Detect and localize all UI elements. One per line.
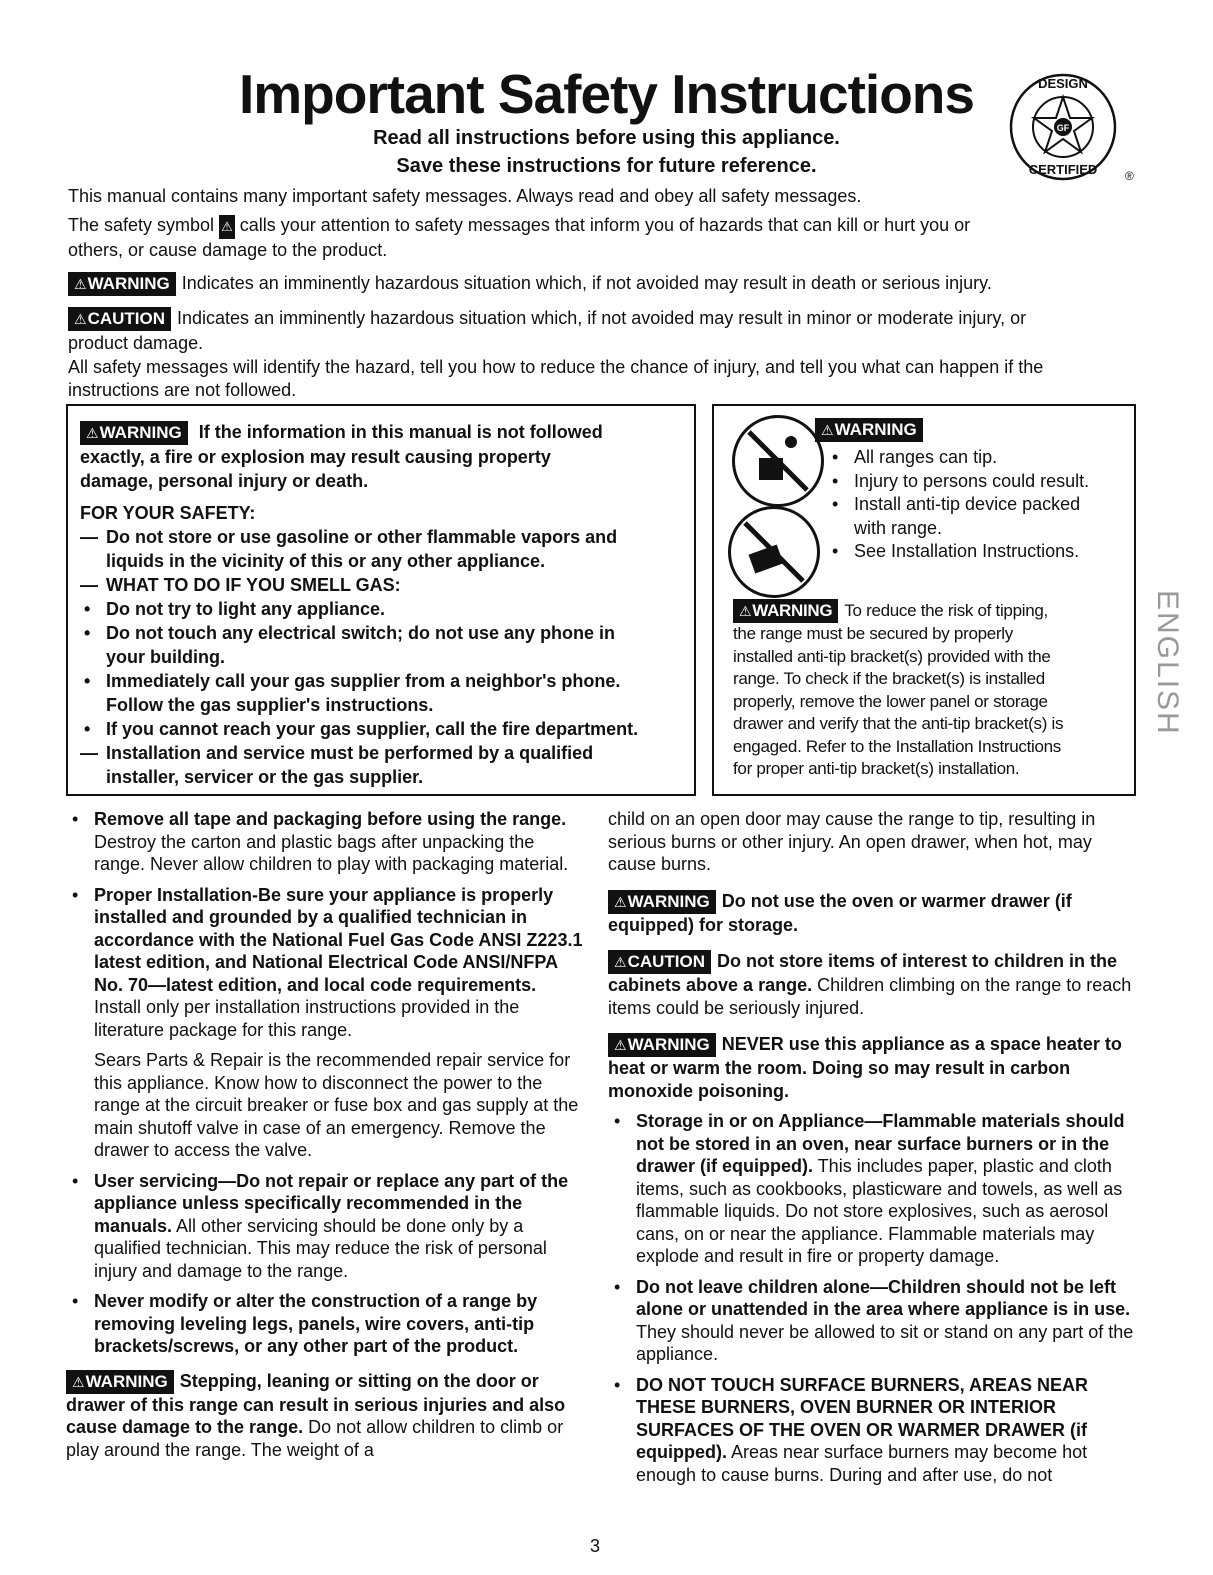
registered-mark: ® xyxy=(1125,169,1134,183)
tip-warning-triangle-icon: ⚠ xyxy=(821,422,834,438)
caution-definition xyxy=(68,306,1026,331)
tip-bullet-3b: with range. xyxy=(854,517,943,538)
space-heater-signal-word: ⚠WARNING xyxy=(608,1033,716,1057)
gas-item-3: • Do not try to light any appliance. xyxy=(80,597,682,621)
stepping-warning-triangle-icon: ⚠ xyxy=(72,1373,85,1390)
gas-item-7: — Installation and service must be performed by a qualified installer, servicer or the gas supplier. xyxy=(80,741,682,789)
bullet-never-modify: • Never modify or alter the construction of a range by removing leveling legs, panels, wire covers, anti-tip brackets/screws, or any other part of the product. xyxy=(66,1290,586,1358)
no-tip-icon xyxy=(732,415,824,507)
page-number: 3 xyxy=(590,1536,601,1556)
gas-warning-signal-word: ⚠WARNING xyxy=(80,421,188,445)
intro-line-3: others, or cause damage to the product. xyxy=(68,240,388,260)
right-column xyxy=(608,808,1138,1490)
for-your-safety: FOR YOUR SAFETY: xyxy=(80,503,256,523)
intro-line-2b: calls your attention to safety messages that inform you of hazards that can kill or hurt you or xyxy=(239,215,971,235)
left-column xyxy=(66,808,586,1461)
caution-triangle-icon: ⚠ xyxy=(74,311,87,327)
logo-bottom-text: CERTIFIED xyxy=(1028,162,1098,177)
warning-triangle-icon: ⚠ xyxy=(74,276,87,292)
tip-bullet-2: • Injury to persons could result. xyxy=(828,470,1128,494)
intro-line-2a: The safety symbol xyxy=(68,215,215,235)
space-heater-warning: ⚠WARNING NEVER use this appliance as a space heater to heat or warm the room. Doing so may result in carbon monoxide poisoning. xyxy=(608,1034,1122,1101)
gas-warning-heading-2: exactly, a fire or explosion may result causing property xyxy=(80,447,551,467)
warning-definition-text: Indicates an imminently hazardous situation which, if not avoided may result in death or serious injury. xyxy=(181,273,992,293)
caution-definition-text: Indicates an imminently hazardous situation which, if not avoided may result in minor or moderate injury, or xyxy=(177,308,1027,328)
subtitle-save: Save these instructions for future reference. xyxy=(396,155,817,177)
gas-item-4: • Do not touch any electrical switch; do not use any phone in your building. xyxy=(80,621,682,669)
gas-item-5: • Immediately call your gas supplier from a neighbor's phone. Follow the gas supplier's instructions. xyxy=(80,669,682,717)
stepping-warning: ⚠WARNING Stepping, leaning or sitting on the door or drawer of this range can result in serious injuries and also cause damage to the range. Do not allow children to climb or play around the range. The weight of a xyxy=(66,1370,566,1460)
page-title: Important Safety Instructions xyxy=(239,63,974,125)
gas-item-6: • If you cannot reach your gas supplier, call the fire department. xyxy=(80,717,682,741)
safety-alert-icon: ⚠ xyxy=(219,215,235,239)
bullet-remove-tape: • Remove all tape and packaging before using the range. Destroy the carton and plastic bags after unpacking the range. Never allow children to play with packaging material. xyxy=(66,808,586,876)
gas-warning-triangle-icon: ⚠ xyxy=(86,425,99,441)
tip-bullet-1: • All ranges can tip. xyxy=(828,446,1128,470)
tip-warning-2-signal-word: ⚠WARNING xyxy=(733,599,838,623)
warning-signal-word: ⚠WARNING xyxy=(68,272,176,296)
tip-warning-signal-word: ⚠WARNING xyxy=(815,418,923,442)
language-tab: ENGLISH xyxy=(1151,590,1184,736)
logo-center-text: GF xyxy=(1056,123,1070,133)
bullet-user-servicing: • User servicing—Do not repair or replace any part of the appliance unless specifically recommended in the manuals. All other servicing should be done only by a qualified technician. This may reduce the risk of personal injury and damage to the range. xyxy=(66,1170,586,1283)
all-messages-line-1: All safety messages will identify the hazard, tell you how to reduce the chance of injury, and tell you what can happen if the xyxy=(68,357,1044,377)
subtitle-read: Read all instructions before using this appliance. xyxy=(373,127,840,149)
intro-line-1: This manual contains many important safety messages. Always read and obey all safety messages. xyxy=(68,186,862,206)
storage-warning: ⚠WARNING Do not use the oven or warmer drawer (if equipped) for storage. xyxy=(608,890,1072,935)
tip-warning-para: ⚠WARNING To reduce the risk of tipping, the range must be secured by properly installed anti-tip bracket(s) provided with the range. To check if the bracket(s) is installed properly, remove the lower panel or storage drawer and verify that the anti-tip bracket(s) is engaged. Refer to the Installation Instructions for proper anti-tip bracket(s) installation. xyxy=(733,601,1064,778)
continued-text: child on an open door may cause the range to tip, resulting in serious burns or other injury. An open drawer, when hot, may cause burns. xyxy=(608,809,1096,874)
bullet-children-alone: • Do not leave children alone—Children should not be left alone or unattended in the area where appliance is in use. They should never be allowed to sit or stand on any part of the appliance. xyxy=(608,1276,1138,1366)
space-heater-triangle-icon: ⚠ xyxy=(614,1037,627,1053)
caution-definition-2: product damage. xyxy=(68,333,204,353)
logo-top-text: DESIGN xyxy=(1038,76,1088,91)
all-messages-line-2: instructions are not followed. xyxy=(68,380,297,400)
tip-bullet-4: • See Installation Instructions. xyxy=(828,540,1128,564)
tip-bullet-3: • Install anti-tip device packed xyxy=(828,493,1128,517)
gas-warning-box xyxy=(66,404,696,796)
tip-warning-2-triangle-icon: ⚠ xyxy=(739,603,752,619)
stepping-warning-signal-word: ⚠WARNING xyxy=(66,1370,174,1394)
children-caution-triangle-icon: ⚠ xyxy=(614,954,627,970)
bullet-storage: • Storage in or on Appliance—Flammable materials should not be stored in an oven, near surface burners or in the drawer (if equipped). This includes paper, plastic and cloth items, such as cookbooks, plasticware and towels, as well as flammable liquids. Do not store explosives, such as aerosol cans, on or near the appliance. Flammable materials may explode and result in fire or property damage. xyxy=(608,1110,1138,1268)
intro-line-2 xyxy=(68,213,970,239)
tip-warning-header xyxy=(815,418,929,442)
bullet-do-not-touch: • DO NOT TOUCH SURFACE BURNERS, AREAS NEAR THESE BURNERS, OVEN BURNER OR INTERIOR SURFACES OF THE OVEN OR WARMER DRAWER (if equipped). Areas near surface burners may become hot enough to cause burns. During and after use, do not xyxy=(608,1374,1138,1487)
gas-item-1: — Do not store or use gasoline or other flammable vapors and liquids in the vicinity of this or any other appliance. xyxy=(80,525,682,573)
design-certified-logo xyxy=(1005,70,1135,185)
storage-warning-triangle-icon: ⚠ xyxy=(614,893,627,910)
children-caution: ⚠CAUTION Do not store items of interest to children in the cabinets above a range. Children climbing on the range to reach items could be seriously injured. xyxy=(608,951,1132,1018)
warning-definition xyxy=(68,271,992,296)
gas-warning-heading: ⚠WARNING If the information in this manual is not followed xyxy=(80,420,682,445)
bullet-proper-installation: • Proper Installation-Be sure your appliance is properly installed and grounded by a qualified technician in accordance with the National Fuel Gas Code ANSI Z223.1 latest edition, and National Electrical Code ANSI/NFPA No. 70—latest edition, and local code requirements. Install only per installation instructions provided in the literature package for this range. Sears Parts & Repair is the recommended repair service for this appliance. Know how to disconnect the power to the range at the circuit breaker or fuse box and gas supply at the main shutoff valve in case of an emergency. Remove the drawer to access the valve. xyxy=(66,884,586,1162)
children-caution-signal-word: ⚠CAUTION xyxy=(608,950,711,974)
gas-warning-heading-3: damage, personal injury or death. xyxy=(80,471,369,491)
anti-tip-icon xyxy=(728,506,820,598)
storage-warning-signal-word: ⚠WARNING xyxy=(608,890,716,914)
gas-item-2: — WHAT TO DO IF YOU SMELL GAS: xyxy=(80,573,682,597)
sears-repair-para: Sears Parts & Repair is the recommended repair service for this appliance. Know how to disconnect the power to the range at the circuit breaker or fuse box and gas supply at the main shutoff valve in case of an emergency. Remove the drawer to access the valve. xyxy=(94,1050,579,1160)
certified-seal-icon xyxy=(1005,70,1135,185)
tip-bullets xyxy=(828,446,1128,564)
caution-signal-word: ⚠CAUTION xyxy=(68,307,171,331)
